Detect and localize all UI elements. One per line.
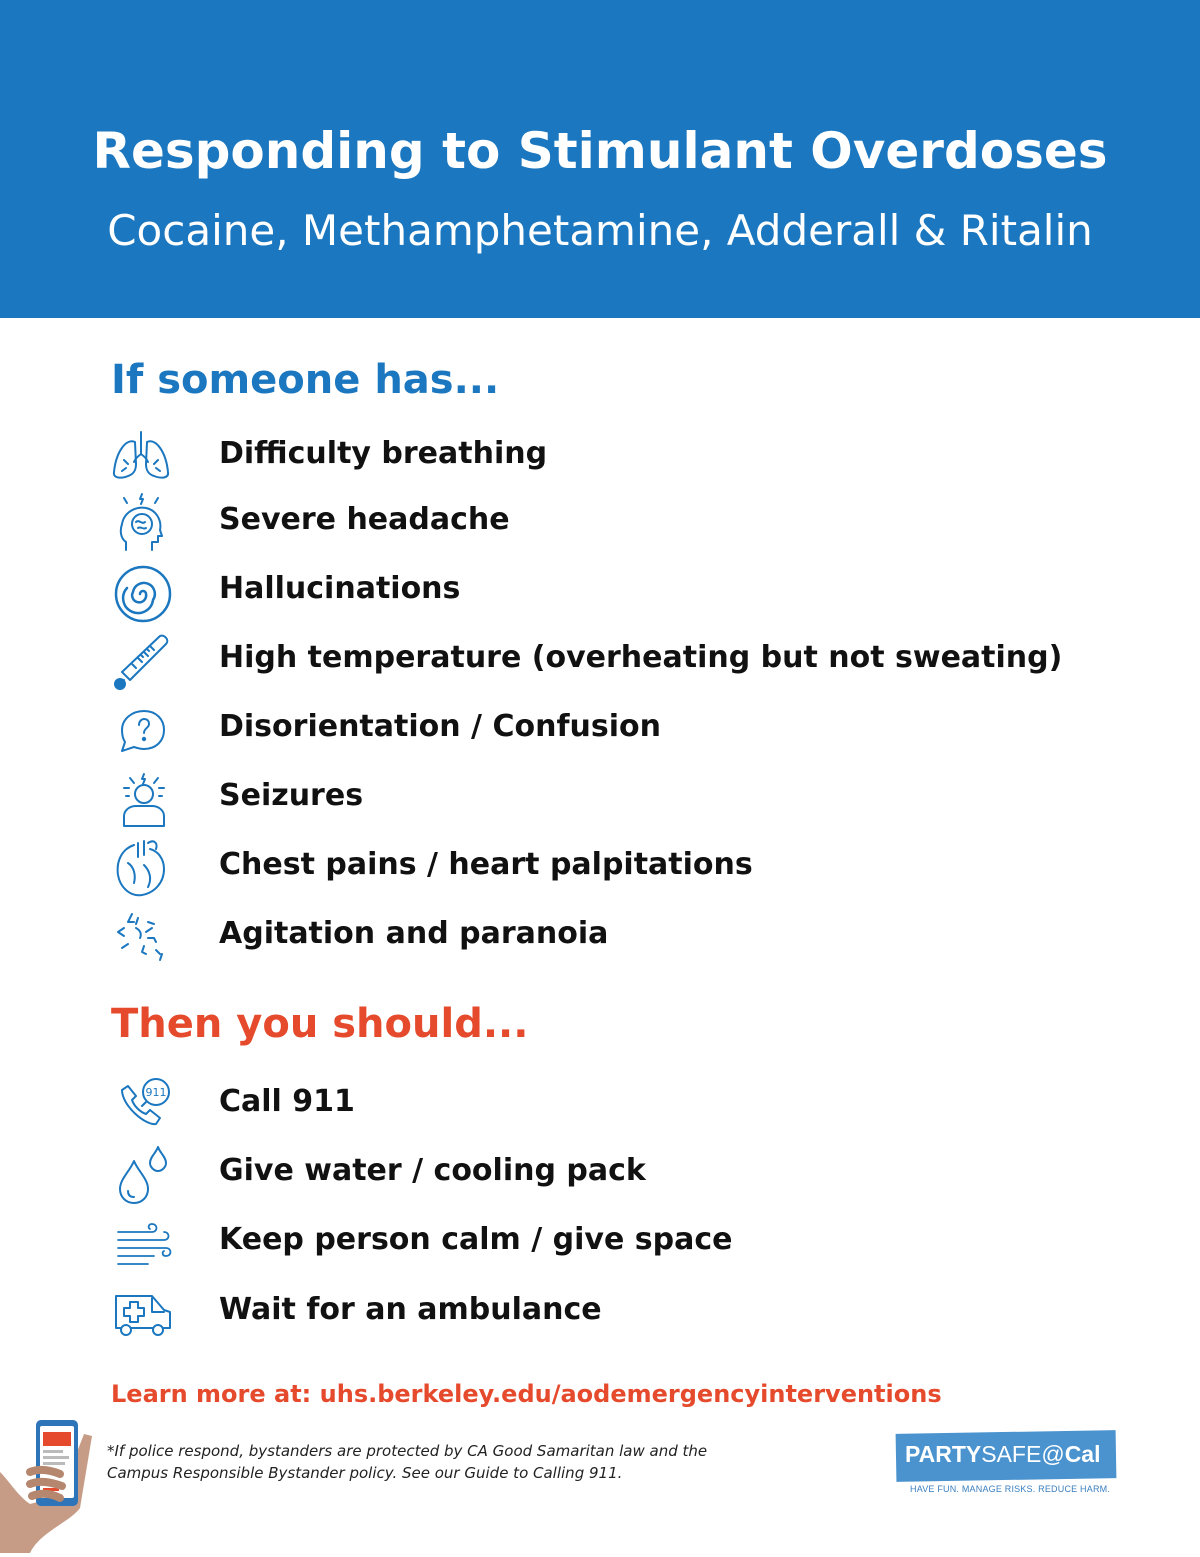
symptom-item — [108, 559, 1108, 625]
svg-text:911: 911 — [145, 1086, 167, 1099]
action-label: Wait for an ambulance — [219, 1292, 602, 1327]
symptom-label: Seizures — [219, 778, 364, 813]
water-drops-icon — [108, 1141, 174, 1207]
symptom-label: Disorientation / Confusion — [219, 709, 661, 744]
logo-safe: SAFE — [981, 1441, 1042, 1467]
symptom-item — [108, 904, 1108, 970]
phone-911-icon — [108, 1072, 174, 1138]
ambulance-icon — [108, 1280, 174, 1346]
symptom-item — [108, 766, 1108, 832]
learn-more-link[interactable]: uhs.berkeley.edu/aodemergencyinterventions — [319, 1380, 942, 1408]
lungs-icon — [108, 424, 174, 490]
head-brain-icon — [108, 490, 174, 556]
logo-party: PARTY — [905, 1441, 982, 1467]
symptom-item — [108, 697, 1108, 763]
action-item — [108, 1280, 1108, 1346]
symptom-item — [108, 835, 1108, 901]
symptom-label: Severe headache — [219, 502, 510, 537]
action-label: Call 911 — [219, 1084, 355, 1119]
page-title: Responding to Stimulant Overdoses — [92, 122, 1108, 180]
thermometer-icon — [108, 628, 174, 694]
symptom-item — [108, 628, 1108, 694]
logo-text — [905, 1441, 1100, 1468]
footnote — [107, 1440, 807, 1484]
learn-more-text — [111, 1380, 942, 1408]
logo-at: @ — [1041, 1441, 1065, 1467]
question-bubble-icon — [108, 697, 174, 763]
logo-tagline: HAVE FUN. MANAGE RISKS. REDUCE HARM. — [910, 1484, 1111, 1494]
action-item — [108, 1141, 1108, 1207]
action-label: Give water / cooling pack — [219, 1153, 646, 1188]
wind-icon — [108, 1210, 174, 1276]
actions-heading: Then you should... — [111, 1001, 529, 1047]
symptom-item — [108, 424, 1108, 490]
footnote-line: Campus Responsible Bystander policy. See our Guide to Calling 911. — [107, 1464, 623, 1482]
spiral-icon — [108, 559, 174, 625]
symptom-label: Chest pains / heart palpitations — [219, 847, 753, 882]
action-item — [108, 1072, 1108, 1138]
symptom-label: High temperature (overheating but not sweating) — [219, 640, 1063, 675]
symptom-label: Hallucinations — [219, 571, 461, 606]
page-subtitle: Cocaine, Methamphetamine, Adderall & Ritalin — [107, 206, 1093, 255]
seizure-person-icon — [108, 766, 174, 832]
heart-icon — [108, 835, 174, 901]
action-item — [108, 1210, 1108, 1276]
hand-phone-illustration — [0, 1412, 100, 1553]
logo-cal: Cal — [1064, 1441, 1101, 1467]
symptom-label: Difficulty breathing — [219, 436, 548, 471]
partysafe-logo — [896, 1432, 1121, 1498]
header-banner — [0, 0, 1200, 318]
agitation-icon — [108, 904, 174, 970]
learn-more-prefix: Learn more at: — [111, 1380, 320, 1408]
symptom-label: Agitation and paranoia — [219, 916, 609, 951]
action-label: Keep person calm / give space — [219, 1222, 733, 1257]
symptom-item — [108, 490, 1108, 556]
symptoms-heading: If someone has... — [111, 357, 500, 403]
footnote-line: *If police respond, bystanders are protected by CA Good Samaritan law and the — [107, 1442, 708, 1460]
